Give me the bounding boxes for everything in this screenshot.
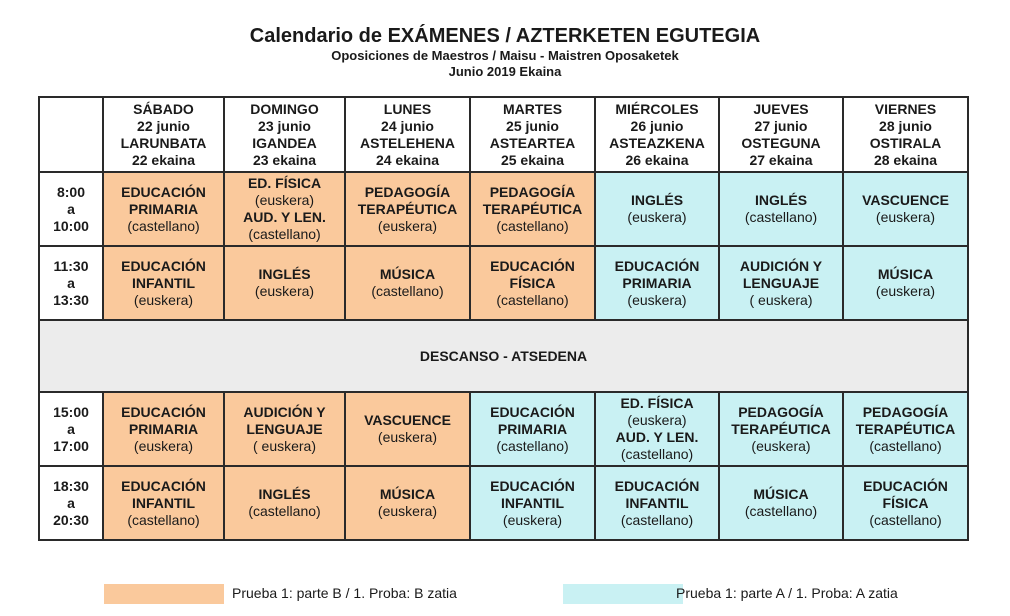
slot-row-1830 — [39, 466, 968, 540]
legend-swatch-prueba-b — [104, 584, 224, 604]
document-title: Calendario de EXÁMENES / AZTERKETEN EGUTEGIA — [249, 25, 761, 47]
time-slot: 15:00 a 17:00 — [39, 392, 103, 466]
day-header-saturday: SÁBADO 22 junio LARUNBATA 22 ekaina — [103, 97, 224, 172]
exam-cell: MÚSICA (castellano) — [719, 466, 843, 540]
time-slot: 11:30 a 13:30 — [39, 246, 103, 320]
day-header-friday: VIERNES 28 junio OSTIRALA 28 ekaina — [843, 97, 968, 172]
exam-cell: EDUCACIÓN PRIMARIA (euskera) — [103, 392, 224, 466]
break-row — [39, 320, 968, 392]
day-header-sunday: DOMINGO 23 junio IGANDEA 23 ekaina — [224, 97, 345, 172]
exam-cell: INGLÉS (castellano) — [224, 466, 345, 540]
exam-cell: EDUCACIÓN INFANTIL (castellano) — [595, 466, 719, 540]
exam-cell: EDUCACIÓN PRIMARIA (castellano) — [103, 172, 224, 246]
exam-cell: VASCUENCE (euskera) — [843, 172, 968, 246]
legend-label-prueba-b: Prueba 1: parte B / 1. Proba: B zatia — [232, 585, 457, 601]
document-subtitle: Oposiciones de Maestros / Maisu - Maistren Oposaketek — [331, 48, 679, 63]
exam-cell: INGLÉS (euskera) — [595, 172, 719, 246]
exam-calendar-table — [38, 96, 969, 541]
legend-label-prueba-a: Prueba 1: parte A / 1. Proba: A zatia — [676, 585, 898, 601]
exam-cell: INGLÉS (castellano) — [719, 172, 843, 246]
slot-row-1130 — [39, 246, 968, 320]
exam-cell: EDUCACIÓN FÍSICA (castellano) — [470, 246, 595, 320]
exam-cell: PEDAGOGÍA TERAPÉUTICA (castellano) — [843, 392, 968, 466]
exam-cell: INGLÉS (euskera) — [224, 246, 345, 320]
document-date: Junio 2019 Ekaina — [448, 64, 562, 79]
exam-cell: PEDAGOGÍA TERAPÉUTICA (euskera) — [345, 172, 470, 246]
exam-cell: ED. FÍSICA (euskera) AUD. Y LEN. (castellano) — [224, 172, 345, 246]
exam-cell: ED. FÍSICA (euskera) AUD. Y LEN. (castellano) — [595, 392, 719, 466]
day-header-row — [39, 97, 968, 172]
document-header — [0, 24, 1010, 80]
day-header-monday: LUNES 24 junio ASTELEHENA 24 ekaina — [345, 97, 470, 172]
exam-cell: EDUCACIÓN PRIMARIA (castellano) — [470, 392, 595, 466]
exam-cell: PEDAGOGÍA TERAPÉUTICA (euskera) — [719, 392, 843, 466]
exam-cell: PEDAGOGÍA TERAPÉUTICA (castellano) — [470, 172, 595, 246]
slot-row-1500 — [39, 392, 968, 466]
time-slot: 8:00 a 10:00 — [39, 172, 103, 246]
day-header-wednesday: MIÉRCOLES 26 junio ASTEAZKENA 26 ekaina — [595, 97, 719, 172]
exam-cell: EDUCACIÓN FÍSICA (castellano) — [843, 466, 968, 540]
exam-cell: MÚSICA (castellano) — [345, 246, 470, 320]
exam-cell: AUDICIÓN Y LENGUAJE ( euskera) — [719, 246, 843, 320]
time-slot: 18:30 a 20:30 — [39, 466, 103, 540]
day-header-tuesday: MARTES 25 junio ASTEARTEA 25 ekaina — [470, 97, 595, 172]
exam-cell: EDUCACIÓN INFANTIL (euskera) — [103, 246, 224, 320]
exam-cell: EDUCACIÓN INFANTIL (euskera) — [470, 466, 595, 540]
day-header-thursday: JUEVES 27 junio OSTEGUNA 27 ekaina — [719, 97, 843, 172]
break-label: DESCANSO - ATSEDENA — [39, 320, 968, 392]
legend-swatch-prueba-a — [563, 584, 683, 604]
slot-row-0800 — [39, 172, 968, 246]
exam-cell: EDUCACIÓN PRIMARIA (euskera) — [595, 246, 719, 320]
exam-cell: EDUCACIÓN INFANTIL (castellano) — [103, 466, 224, 540]
corner-cell — [39, 97, 103, 172]
exam-cell: MÚSICA (euskera) — [345, 466, 470, 540]
exam-cell: VASCUENCE (euskera) — [345, 392, 470, 466]
exam-cell: MÚSICA (euskera) — [843, 246, 968, 320]
exam-cell: AUDICIÓN Y LENGUAJE ( euskera) — [224, 392, 345, 466]
